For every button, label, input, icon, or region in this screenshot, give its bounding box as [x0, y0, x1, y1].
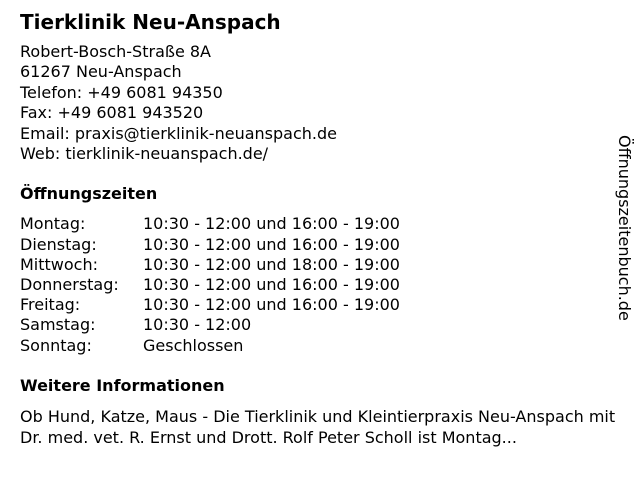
- opening-hours-heading: Öffnungszeiten: [20, 184, 158, 204]
- address-block: [20, 42, 620, 164]
- clinic-name: Tierklinik Neu-Anspach: [20, 10, 281, 34]
- hours-row-tuesday: [20, 235, 400, 255]
- day-hours: 10:30 - 12:00 und 16:00 - 19:00: [143, 214, 400, 234]
- more-info-text: Ob Hund, Katze, Maus - Die Tierklinik und Kleintierpraxis Neu-Anspach mit Dr. med. vet. R. Ernst und Drott. Rolf Peter Scholl ist Montag...: [20, 406, 616, 447]
- day-label: Donnerstag:: [20, 275, 119, 295]
- day-hours: 10:30 - 12:00 und 16:00 - 19:00: [143, 234, 400, 254]
- day-hours: 10:30 - 12:00 und 16:00 - 19:00: [143, 295, 400, 315]
- street-address: Robert-Bosch-Straße 8A: [20, 42, 211, 61]
- day-hours: 10:30 - 12:00 und 18:00 - 19:00: [143, 254, 400, 274]
- day-hours: Geschlossen: [143, 335, 244, 355]
- hours-row-saturday: [20, 315, 400, 335]
- day-hours: 10:30 - 12:00: [143, 315, 252, 335]
- city-address: 61267 Neu-Anspach: [20, 62, 182, 82]
- opening-hours-table: [20, 214, 400, 355]
- more-info-heading: Weitere Informationen: [20, 375, 225, 395]
- email-address: Email: praxis@tierklinik-neuanspach.de: [20, 123, 337, 143]
- day-label: Mittwoch:: [20, 254, 98, 274]
- hours-row-sunday: [20, 336, 400, 356]
- day-label: Dienstag:: [20, 234, 97, 254]
- website: Web: tierklinik-neuanspach.de/: [20, 144, 269, 164]
- day-label: Sonntag:: [20, 335, 92, 355]
- hours-row-monday: [20, 214, 400, 234]
- hours-row-friday: [20, 295, 400, 315]
- hours-row-wednesday: [20, 255, 400, 275]
- clinic-card: [20, 10, 620, 448]
- day-label: Montag:: [20, 214, 86, 234]
- phone-number: Telefon: +49 6081 94350: [20, 82, 223, 102]
- day-hours: 10:30 - 12:00 und 16:00 - 19:00: [143, 275, 400, 295]
- day-label: Freitag:: [20, 295, 81, 315]
- brand-watermark: Öffnungszeitenbuch.de: [615, 135, 634, 321]
- day-label: Samstag:: [20, 315, 96, 335]
- hours-row-thursday: [20, 275, 400, 295]
- fax-number: Fax: +49 6081 943520: [20, 103, 204, 123]
